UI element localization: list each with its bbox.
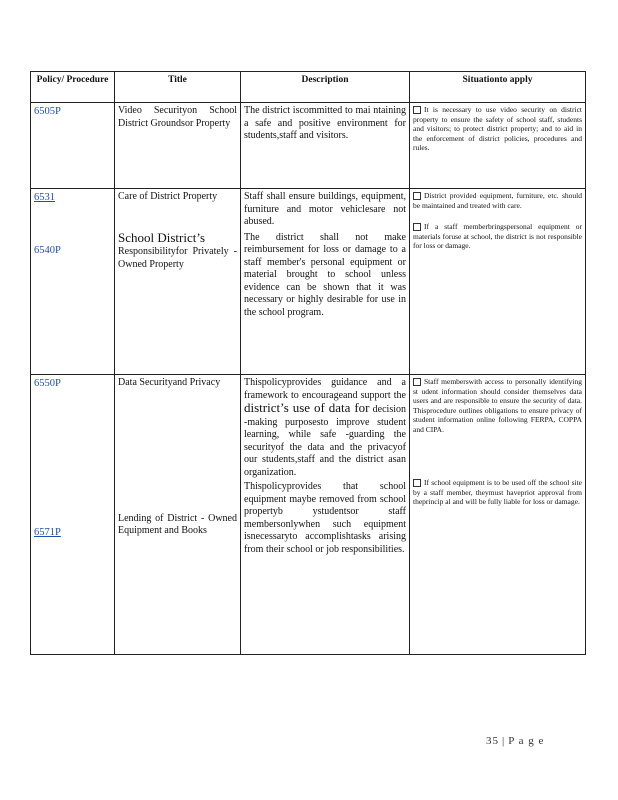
policy-situation: It is necessary to use video security on district property to ensure the safety of school staff, students and visitors; to protect district property; and to aid in the enforcement of district policies, procedures and rules. bbox=[413, 105, 582, 152]
policy-title: Lending of District - Owned Equipment and Books bbox=[118, 512, 237, 536]
policy-table bbox=[30, 71, 586, 655]
header-policy: Policy/ Procedure bbox=[31, 72, 115, 103]
footer-separator: | bbox=[502, 735, 506, 747]
checkbox-bullet-icon bbox=[413, 479, 421, 487]
policy-description: The district iscommitted to mai ntaining a safe and positive environment for students,staff and visitors. bbox=[241, 103, 410, 189]
policy-description: Staff shall ensure buildings, equipment, furniture and motor vehiclesare not abused. bbox=[244, 191, 406, 227]
policy-id: 6550P bbox=[34, 378, 61, 389]
policy-description: Thispolicyprovides guidance and a framework to encourageand support the bbox=[244, 377, 406, 401]
policy-situation: If a staff memberbringspersonal equipment or materials foruse at school, the district is not responsible for loss or damage. bbox=[413, 222, 582, 250]
policy-title: Responsibilityfor Privately -Owned Property bbox=[118, 246, 237, 270]
table-header-row bbox=[31, 72, 586, 103]
policy-title: Care of District Property bbox=[118, 191, 218, 202]
policy-description: Thispolicyprovides that school equipment maybe removed from school propertyb ystudentsor staff membersonlywhen such equipment isnecessaryto accomplishtasks arising from their school or job responsibilities. bbox=[244, 481, 406, 555]
policy-description-cell bbox=[241, 375, 410, 655]
header-title: Title bbox=[115, 72, 241, 103]
policy-title-lead: School District’s bbox=[118, 229, 206, 245]
checkbox-bullet-icon bbox=[413, 223, 421, 231]
policy-situation-cell bbox=[410, 103, 586, 189]
table-row bbox=[31, 189, 586, 375]
policy-id: 6540P bbox=[34, 245, 61, 256]
policy-situation: If school equipment is to be used off the school site by a staff member, theymust havepriot approval from theprincip al and will be fully liable for loss or damage. bbox=[413, 478, 582, 506]
table-row bbox=[31, 103, 586, 189]
policy-situation-cell bbox=[410, 189, 586, 375]
policy-description: decision -making purposesto improve student learning, while safe -guarding the securityof the data and the privacyof our students,staff and the district asan organization. bbox=[244, 404, 406, 478]
policy-description-cell bbox=[241, 189, 410, 375]
policy-title-cell bbox=[115, 189, 241, 375]
page-number: 35 bbox=[486, 735, 499, 747]
policy-situation: Staff memberswith access to personally identifying st udent information should consider themselves data users and are responsible to ensure the security of data. Thisprocedure outlines obligations to ensure privacy of student information online following FERPA, COPPA and CIPA. bbox=[413, 377, 582, 434]
policy-situation: District provided equipment, furniture, etc. should be maintained and treated with care. bbox=[413, 191, 582, 210]
header-description: Description bbox=[241, 72, 410, 103]
policy-title: Video Securityon School District Groundsor Property bbox=[115, 103, 241, 189]
checkbox-bullet-icon bbox=[413, 192, 421, 200]
policy-description-lead: district’s use of data for bbox=[244, 400, 370, 415]
policy-title-cell bbox=[115, 375, 241, 655]
policy-description: The district shall not make reimbursement for loss or damage to a staff member's personal equipment or material brought to school unless evidence can be shown that it was necessary or highly desirable for use in the school program. bbox=[244, 231, 406, 318]
policy-title: Data Securityand Privacy bbox=[118, 377, 221, 388]
checkbox-bullet-icon bbox=[413, 106, 421, 114]
policy-link-6571p[interactable]: 6571P bbox=[34, 527, 61, 538]
policy-id-cell bbox=[31, 375, 115, 655]
header-situation: Situationto apply bbox=[410, 72, 586, 103]
page-label: P a g e bbox=[508, 735, 545, 747]
policy-id: 6505P bbox=[34, 106, 61, 117]
policy-id-cell bbox=[31, 103, 115, 189]
page-footer bbox=[486, 735, 544, 747]
checkbox-bullet-icon bbox=[413, 378, 421, 386]
policy-situation-cell bbox=[410, 375, 586, 655]
policy-link-6531[interactable]: 6531 bbox=[34, 192, 55, 203]
policy-id-cell bbox=[31, 189, 115, 375]
table-row bbox=[31, 375, 586, 655]
